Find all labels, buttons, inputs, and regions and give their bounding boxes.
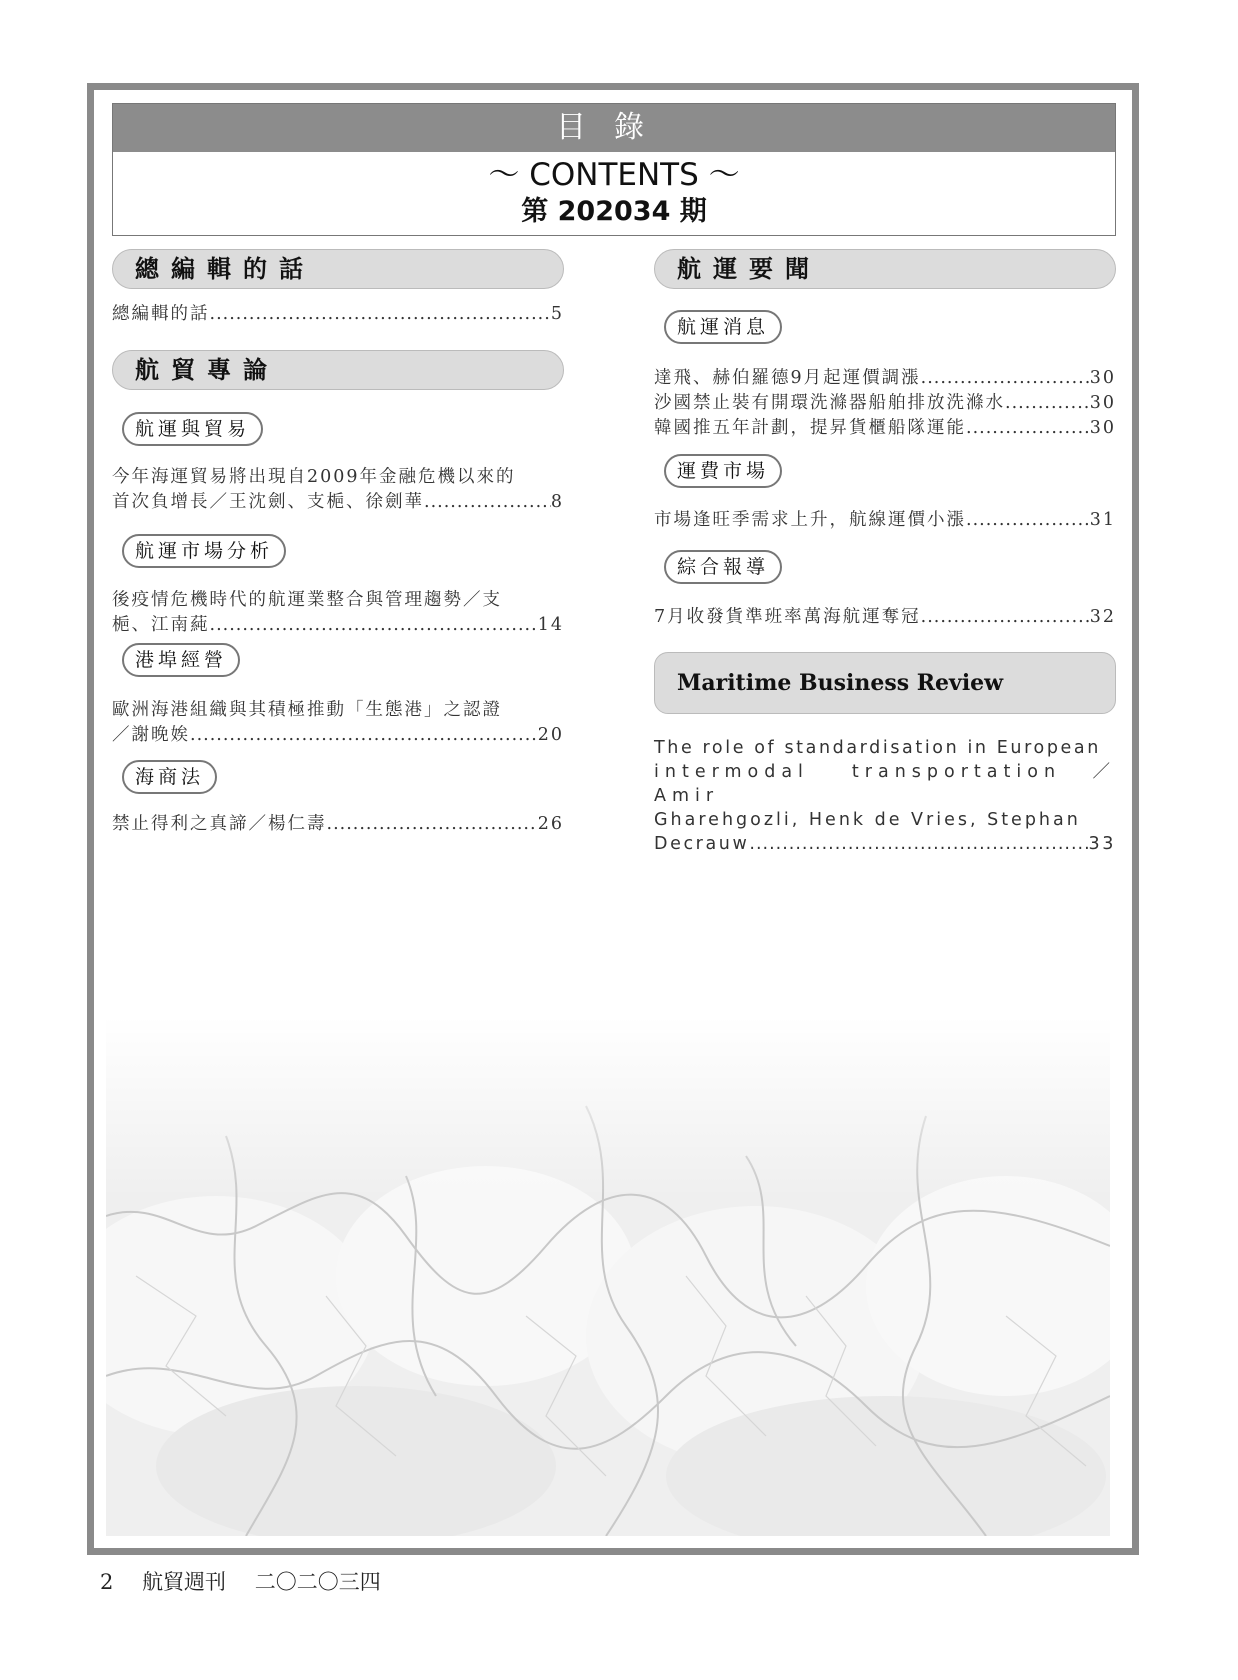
dot-leader bbox=[1005, 391, 1090, 416]
toc-entry[interactable] bbox=[654, 391, 1116, 416]
subsection-shipping-news: 航運消息 bbox=[664, 310, 782, 344]
marble-background-image bbox=[106, 1016, 1110, 1536]
subsection-market-analysis: 航運市場分析 bbox=[122, 534, 286, 568]
section-editor-heading: 總編輯的話 bbox=[112, 249, 564, 289]
toc-entry-title: 市場逢旺季需求上升，航線運價小漲 bbox=[654, 510, 966, 530]
toc-entry-market-analysis[interactable] bbox=[112, 588, 564, 638]
toc-entry-title-line: Decrauw bbox=[654, 834, 750, 854]
toc-entry[interactable] bbox=[654, 508, 1116, 533]
subsection-freight-market: 運費市場 bbox=[664, 454, 782, 488]
toc-group-shipping-news bbox=[654, 366, 1116, 441]
toc-entry[interactable] bbox=[654, 416, 1116, 441]
toc-entry-title-line: Gharehgozli, Henk de Vries, Stephan bbox=[654, 810, 1081, 830]
toc-entry-title: 沙國禁止裝有開環洗滌器船舶排放洗滌水 bbox=[654, 393, 1005, 413]
contents-title-cn: 目錄 bbox=[113, 104, 1115, 152]
section-commentary-heading: 航貿專論 bbox=[112, 350, 564, 390]
toc-group-freight-market bbox=[654, 508, 1116, 533]
footer-issue: 二〇二〇三四 bbox=[254, 1570, 381, 1594]
toc-entry-page: 30 bbox=[1089, 393, 1116, 413]
subsection-port-operation: 港埠經營 bbox=[122, 643, 240, 677]
toc-entry-port-operation[interactable] bbox=[112, 698, 564, 748]
dot-leader bbox=[210, 613, 538, 638]
toc-entry-title-line: 梔、江南蒓 bbox=[112, 615, 210, 635]
toc-entry-title-line: 首次負增長／王沈劍、支梔、徐劍華 bbox=[112, 492, 424, 512]
dot-leader bbox=[966, 416, 1090, 441]
toc-entry-title-line: 歐洲海港組織與其積極推動「生態港」之認證 bbox=[112, 700, 502, 720]
toc-entry-maritime-law[interactable] bbox=[112, 812, 564, 837]
footer-page-number: 2 bbox=[100, 1570, 114, 1594]
contents-header bbox=[112, 103, 1116, 236]
toc-entry-title-line: ／謝晚娭 bbox=[112, 725, 190, 745]
toc-entry-title-line: intermodal transportation／Amir bbox=[654, 762, 1116, 806]
section-news-heading: 航運要聞 bbox=[654, 249, 1116, 289]
toc-entry[interactable] bbox=[654, 366, 1116, 391]
toc-entry-review[interactable] bbox=[654, 736, 1116, 856]
dot-leader bbox=[210, 302, 551, 327]
toc-entry-title: 韓國推五年計劃，提昇貨櫃船隊運能 bbox=[654, 418, 966, 438]
toc-entry-page: 20 bbox=[537, 725, 564, 745]
dot-leader bbox=[921, 605, 1090, 630]
subsection-shipping-trade: 航運與貿易 bbox=[122, 412, 263, 446]
dot-leader bbox=[327, 812, 538, 837]
toc-entry-page: 5 bbox=[550, 304, 564, 324]
issue-number: 第 202034 期 bbox=[521, 196, 707, 227]
subsection-general-report: 綜合報導 bbox=[664, 550, 782, 584]
page-frame bbox=[87, 83, 1139, 1555]
toc-entry-editor[interactable] bbox=[112, 302, 564, 327]
toc-entry-title: 禁止得利之真諦／楊仁壽 bbox=[112, 814, 327, 834]
toc-entry-page: 26 bbox=[537, 814, 564, 834]
contents-title-en: ～ CONTENTS ～ bbox=[488, 157, 740, 193]
dot-leader bbox=[424, 490, 551, 515]
toc-entry-page: 31 bbox=[1089, 510, 1116, 530]
toc-entry-shipping-trade[interactable] bbox=[112, 465, 564, 515]
toc-entry-title: 總編輯的話 bbox=[112, 304, 210, 324]
dot-leader bbox=[190, 723, 538, 748]
toc-entry-page: 33 bbox=[1088, 834, 1116, 854]
dot-leader bbox=[966, 508, 1090, 533]
dot-leader bbox=[749, 832, 1088, 856]
toc-entry-title-line: 今年海運貿易將出現自2009年金融危機以來的 bbox=[112, 467, 516, 487]
toc-entry[interactable] bbox=[654, 605, 1116, 630]
section-review-heading: Maritime Business Review bbox=[654, 652, 1116, 714]
page-footer bbox=[100, 1566, 403, 1596]
toc-entry-title: 7月收發貨準班率萬海航運奪冠 bbox=[654, 607, 921, 627]
toc-entry-page: 8 bbox=[550, 492, 564, 512]
toc-entry-page: 14 bbox=[537, 615, 564, 635]
toc-group-general-report bbox=[654, 605, 1116, 630]
toc-entry-page: 30 bbox=[1089, 368, 1116, 388]
toc-entry-title-line: The role of standardisation in European bbox=[654, 738, 1101, 758]
subsection-maritime-law: 海商法 bbox=[122, 760, 217, 794]
toc-entry-title: 達飛、赫伯羅德9月起運價調漲 bbox=[654, 368, 921, 388]
dot-leader bbox=[921, 366, 1090, 391]
footer-publication: 航貿週刊 bbox=[142, 1570, 227, 1594]
toc-entry-page: 32 bbox=[1089, 607, 1116, 627]
toc-entry-page: 30 bbox=[1089, 418, 1116, 438]
toc-entry-title-line: 後疫情危機時代的航運業整合與管理趨勢／支 bbox=[112, 590, 502, 610]
